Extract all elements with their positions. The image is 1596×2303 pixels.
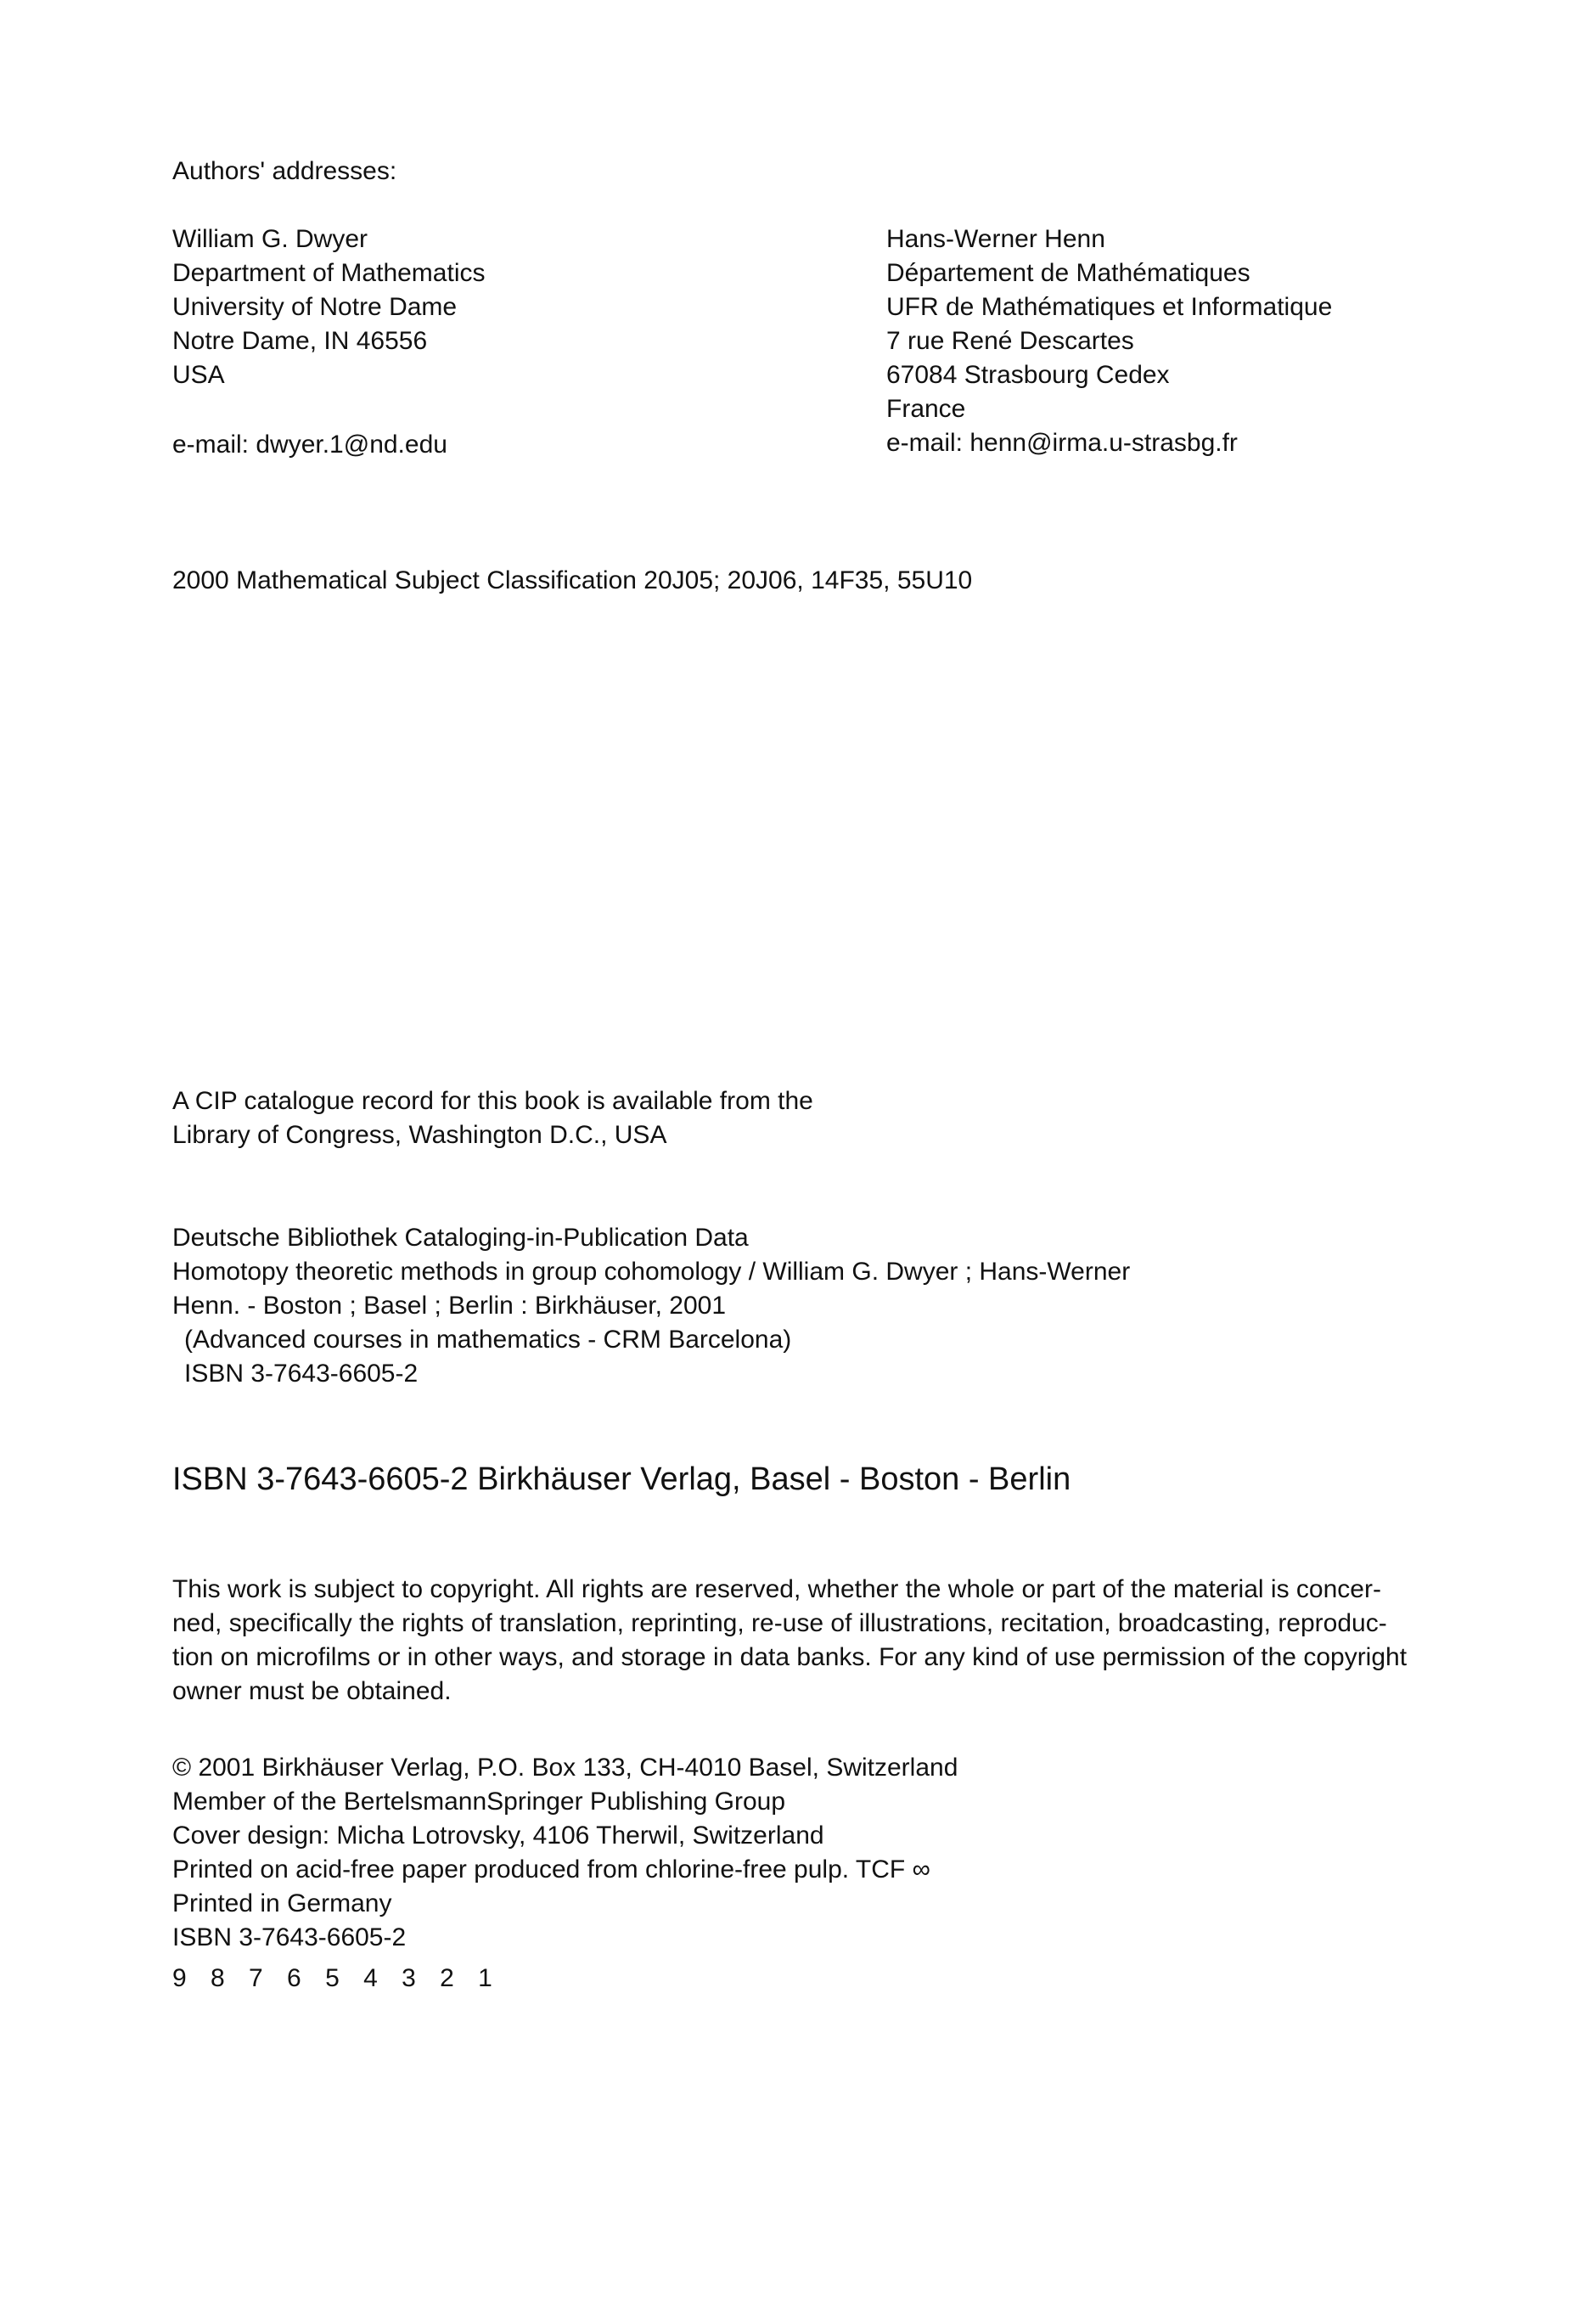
imprint-line-6: ISBN 3-7643-6605-2 [172,1923,407,1951]
copyright-line-3: tion on microfilms or in other ways, and storage in data banks. For any kind of use permission of the copyright [172,1643,1408,1671]
author1-univ: University of Notre Dame [172,293,458,321]
author1-city: Notre Dame, IN 46556 [172,327,428,355]
imprint [172,1751,958,1955]
print-run [172,1962,501,1996]
cip-record [172,1084,813,1152]
dnb-record [172,1221,1130,1391]
copyright-line-2: ned, specifically the rights of translation, reprinting, re-use of illustrations, recitation, broadcasting, reproduc- [172,1609,1387,1637]
author2-email: e-mail: henn@irma.u-strasbg.fr [886,429,1238,457]
imprint-line-5: Printed in Germany [172,1889,392,1917]
author1-dept: Department of Mathematics [172,259,486,287]
dnb-line-1: Deutsche Bibliothek Cataloging-in-Publication Data [172,1224,749,1252]
copyright-notice [172,1573,1407,1709]
author2-name: Hans-Werner Henn [886,225,1105,253]
author2-city: 67084 Strasbourg Cedex [886,361,1170,389]
cip-line-2: Library of Congress, Washington D.C., USA [172,1121,667,1149]
authors-heading-text: Authors' addresses: [172,157,397,185]
imprint-line-3: Cover design: Micha Lotrovsky, 4106 Therwil, Switzerland [172,1822,824,1850]
author1-country: USA [172,361,225,389]
copyright-line-1: This work is subject to copyright. All rights are reserved, whether the whole or part of the material is concer- [172,1575,1381,1603]
author2-address [886,222,1332,460]
author1-email: e-mail: dwyer.1@nd.edu [172,431,447,459]
imprint-line-1: © 2001 Birkhäuser Verlag, P.O. Box 133, CH-4010 Basel, Switzerland [172,1754,958,1782]
author1-address [172,222,485,462]
author2-country: France [886,395,966,423]
author1-name: William G. Dwyer [172,225,368,253]
msc-classification [172,564,972,598]
print-run-digits: 9 8 7 6 5 4 3 2 1 [172,1964,501,1992]
imprint-line-2: Member of the BertelsmannSpringer Publishing Group [172,1788,786,1816]
dnb-line-4: (Advanced courses in mathematics - CRM Barcelona) [184,1326,792,1354]
imprint-line-4: Printed on acid-free paper produced from chlorine-free pulp. TCF ∞ [172,1855,930,1884]
dnb-line-5: ISBN 3-7643-6605-2 [184,1360,419,1388]
isbn-main-text: ISBN 3-7643-6605-2 Birkhäuser Verlag, Basel - Boston - Berlin [172,1461,1071,1497]
cip-line-1: A CIP catalogue record for this book is available from the [172,1087,813,1115]
dnb-line-2: Homotopy theoretic methods in group cohomology / William G. Dwyer ; Hans-Werner [172,1258,1131,1286]
isbn-main [172,1459,1071,1500]
author2-street: 7 rue René Descartes [886,327,1134,355]
dnb-line-3: Henn. - Boston ; Basel ; Berlin : Birkhäuser, 2001 [172,1292,727,1320]
msc-text: 2000 Mathematical Subject Classification 20J05; 20J06, 14F35, 55U10 [172,566,973,594]
author2-ufr: UFR de Mathématiques et Informatique [886,293,1333,321]
copyright-line-4: owner must be obtained. [172,1677,452,1705]
author2-dept: Département de Mathématiques [886,259,1250,287]
authors-heading [172,155,396,189]
